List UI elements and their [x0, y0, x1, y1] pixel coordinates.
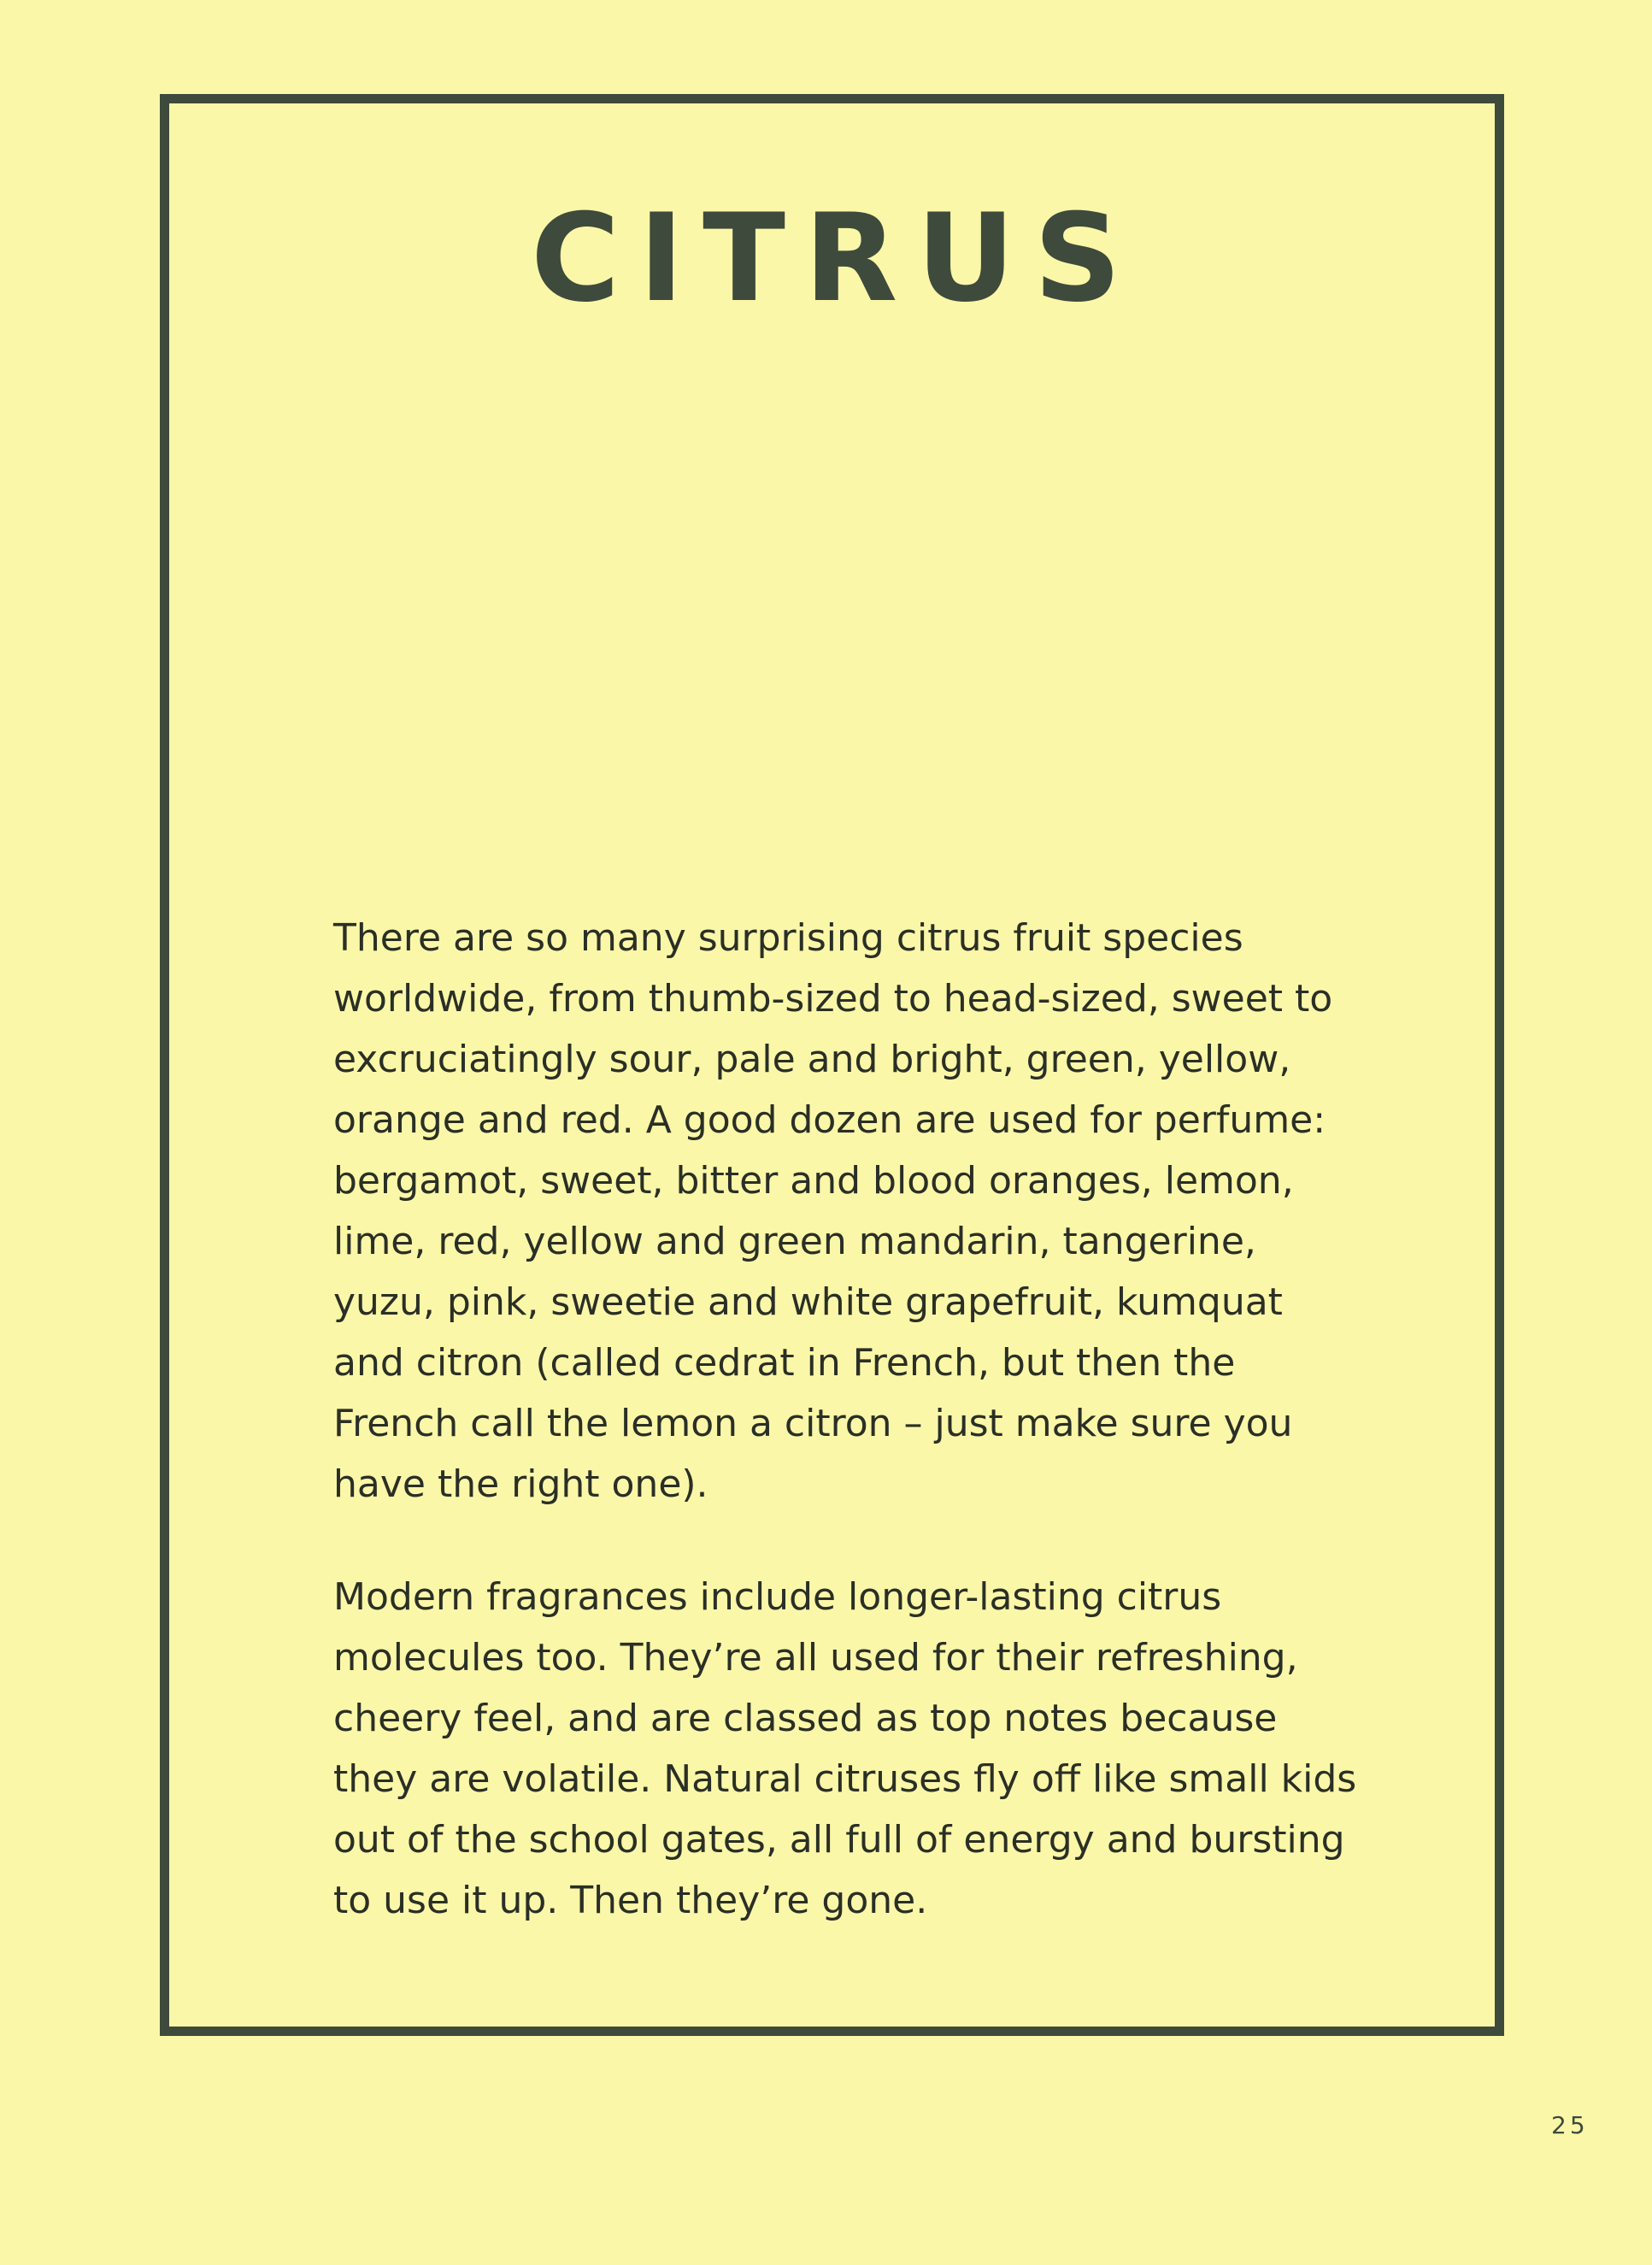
page-title: CITRUS	[531, 188, 1140, 329]
page-number: 25	[1551, 2111, 1589, 2139]
body-paragraph-2: Modern fragrances include longer-lasting citrus molecules too. They’re all used for their refreshing, cheery feel, and are classed as top notes because they are volatile. Natural citruses fly off like small kids out of the school gates, all full of energy and bursting to use it up. Then they’re gone.	[333, 1575, 1357, 1922]
body-paragraph-1: There are so many surprising citrus fruit species worldwide, from thumb-sized to head-sized, sweet to excruciatingly sour, pale and bright, green, yellow, orange and red. A good dozen are used for perfume: bergamot, sweet, bitter and blood oranges, lemon, lime, red, yellow and green mandarin, tangerine, yuzu, pink, sweetie and white grapefruit, kumquat and citron (called cedrat in French, but then the French call the lemon a citron – just make sure you have the right one).	[333, 916, 1333, 1506]
